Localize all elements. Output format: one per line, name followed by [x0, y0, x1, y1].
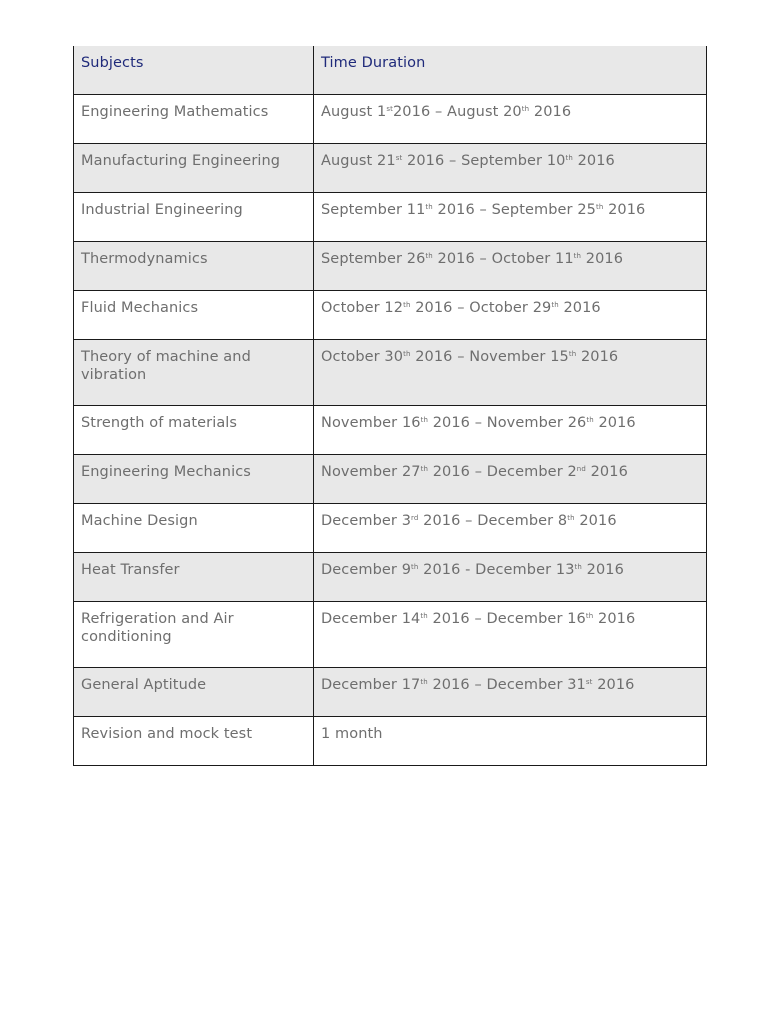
duration-text: 2016 – September 25	[432, 202, 596, 218]
subject-cell: Refrigeration and Air conditioning	[74, 602, 314, 668]
duration-text: 2016	[592, 677, 635, 693]
ordinal-suffix: th	[425, 252, 433, 260]
table-row	[74, 340, 707, 406]
subject-cell: Manufacturing Engineering	[74, 144, 314, 193]
table-header-row	[74, 46, 707, 95]
duration-text: 2016 – October 29	[410, 300, 552, 316]
duration-text: 2016	[585, 464, 628, 480]
duration-text: September 11	[321, 202, 426, 218]
duration-text: 2016 – December 16	[427, 611, 586, 627]
duration-text: December 14	[321, 611, 421, 627]
time-duration-cell	[314, 291, 707, 340]
table-row	[74, 668, 707, 717]
duration-text: 2016 – December 31	[427, 677, 586, 693]
ordinal-suffix: th	[568, 350, 577, 358]
ordinal-suffix: th	[521, 105, 530, 113]
duration-text: 2016	[581, 251, 624, 267]
ordinal-suffix: th	[567, 514, 575, 522]
table-row	[74, 717, 707, 766]
duration-text: 2016 – November 26	[427, 415, 587, 431]
time-duration-cell	[314, 455, 707, 504]
ordinal-suffix: th	[551, 301, 559, 309]
ordinal-suffix: th	[425, 203, 433, 211]
table-row	[74, 504, 707, 553]
time-duration-cell	[314, 668, 707, 717]
duration-text: 2016	[576, 349, 619, 365]
ordinal-suffix: th	[420, 678, 428, 686]
study-schedule-table	[73, 46, 707, 766]
duration-text: 2016	[558, 300, 601, 316]
ordinal-suffix: st	[585, 678, 593, 686]
duration-text: December 3	[321, 513, 412, 529]
ordinal-suffix: th	[420, 465, 428, 473]
time-duration-cell	[314, 602, 707, 668]
table-row	[74, 291, 707, 340]
ordinal-suffix: th	[595, 203, 604, 211]
ordinal-suffix: th	[420, 612, 428, 620]
ordinal-suffix: th	[411, 563, 419, 571]
duration-text: 2016 - December 13	[418, 562, 575, 578]
duration-text: December 9	[321, 562, 412, 578]
duration-text: 2016	[572, 153, 615, 169]
duration-text: 2016	[581, 562, 624, 578]
ordinal-suffix: th	[403, 350, 411, 358]
duration-text: 2016 – October 11	[432, 251, 574, 267]
duration-text: November 27	[321, 464, 421, 480]
table-row	[74, 95, 707, 144]
duration-text: August 21	[321, 153, 396, 169]
time-duration-cell	[314, 553, 707, 602]
table-body	[74, 46, 707, 766]
subject-cell: Thermodynamics	[74, 242, 314, 291]
time-duration-cell	[314, 717, 707, 766]
time-duration-cell	[314, 340, 707, 406]
subject-cell: Fluid Mechanics	[74, 291, 314, 340]
time-duration-cell	[314, 193, 707, 242]
duration-text: 2016 – September 10	[402, 153, 566, 169]
subject-cell: General Aptitude	[74, 668, 314, 717]
time-duration-cell	[314, 504, 707, 553]
table-row	[74, 602, 707, 668]
duration-text: December 17	[321, 677, 421, 693]
table-row	[74, 242, 707, 291]
duration-text: August 1	[321, 104, 387, 120]
duration-text: 2016	[593, 415, 636, 431]
column-header-time-duration: Time Duration	[314, 46, 707, 95]
ordinal-suffix: th	[420, 416, 428, 424]
ordinal-suffix: th	[585, 612, 594, 620]
time-duration-cell	[314, 242, 707, 291]
duration-text: 2016 – December 2	[427, 464, 577, 480]
duration-text: 1 month	[321, 726, 383, 742]
duration-text: 2016 – November 15	[410, 349, 569, 365]
subject-cell: Engineering Mechanics	[74, 455, 314, 504]
time-duration-cell	[314, 144, 707, 193]
column-header-subjects: Subjects	[74, 46, 314, 95]
subject-cell: Industrial Engineering	[74, 193, 314, 242]
table-row	[74, 406, 707, 455]
duration-text: November 16	[321, 415, 421, 431]
ordinal-suffix: th	[586, 416, 594, 424]
table-row	[74, 144, 707, 193]
subject-cell: Heat Transfer	[74, 553, 314, 602]
subject-cell: Machine Design	[74, 504, 314, 553]
ordinal-suffix: th	[403, 301, 411, 309]
duration-text: 2016 – August 20	[392, 104, 522, 120]
table-row	[74, 455, 707, 504]
ordinal-suffix: nd	[576, 465, 586, 473]
ordinal-suffix: th	[573, 252, 582, 260]
duration-text: October 30	[321, 349, 404, 365]
time-duration-cell	[314, 406, 707, 455]
table-row	[74, 553, 707, 602]
table-row	[74, 193, 707, 242]
ordinal-suffix: th	[565, 154, 573, 162]
duration-text: September 26	[321, 251, 426, 267]
duration-text: October 12	[321, 300, 404, 316]
subject-cell: Strength of materials	[74, 406, 314, 455]
ordinal-suffix: st	[395, 154, 403, 162]
duration-text: 2016	[529, 104, 572, 120]
duration-text: 2016	[574, 513, 617, 529]
duration-text: 2016	[593, 611, 636, 627]
subject-cell: Engineering Mathematics	[74, 95, 314, 144]
duration-text: 2016 – December 8	[418, 513, 568, 529]
subject-cell: Revision and mock test	[74, 717, 314, 766]
time-duration-cell	[314, 95, 707, 144]
duration-text: 2016	[603, 202, 646, 218]
ordinal-suffix: st	[386, 105, 393, 113]
subject-cell: Theory of machine and vibration	[74, 340, 314, 406]
ordinal-suffix: th	[574, 563, 582, 571]
ordinal-suffix: rd	[411, 514, 419, 522]
